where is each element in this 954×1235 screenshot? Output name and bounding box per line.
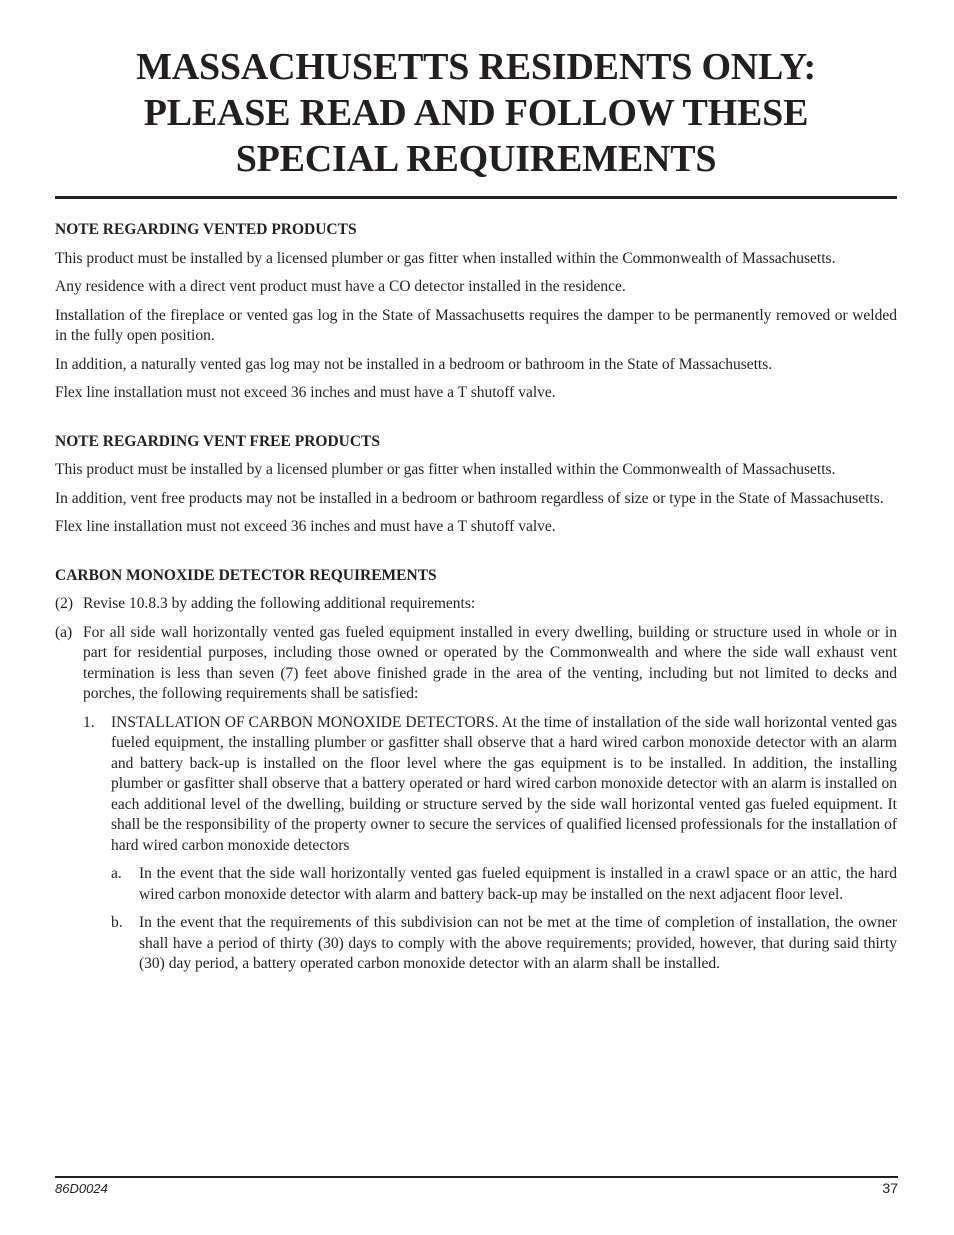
section-co-detector — [55, 566, 897, 975]
list-text: For all side wall horizontally vented gas fueled equipment installed in every dwelling, building or structure used in whole or in part for residential purposes, including those owned or operated by the Commonwealth and where the side wall exhaust vent termination is less than seven (7) feet above finished grade in the area of the venting, including but not limited to decks and porches, the following requirements shall be satisfied: — [83, 623, 897, 702]
list-label: b. — [111, 914, 123, 931]
paragraph: Flex line installation must not exceed 36 inches and must have a T shutoff valve. — [55, 518, 556, 535]
title-line-2: PLEASE READ AND FOLLOW THESE — [143, 92, 809, 134]
list-label: (a) — [55, 623, 73, 641]
list-text: Revise 10.8.3 by adding the following additional requirements: — [83, 595, 476, 612]
page-title — [55, 44, 897, 182]
list-text: In the event that the requirements of this subdivision can not be met at the time of completion of installation, the owner shall have a period of thirty (30) days to comply with the above requirements; provided, however, that during said thirty (30) day period, a battery operated carbon monoxide detector with an alarm shall be installed. — [139, 914, 897, 972]
paragraph: In addition, a naturally vented gas log may not be installed in a bedroom or bathroom in the State of Massachusetts. — [55, 355, 773, 373]
section-heading: NOTE REGARDING VENT FREE PRODUCTS — [55, 432, 380, 450]
list-subitem-b — [111, 913, 897, 975]
paragraph: Flex line installation must not exceed 36 inches and must have a T shutoff valve. — [55, 384, 556, 401]
section-heading: NOTE REGARDING VENTED PRODUCTS — [55, 221, 357, 238]
section-vented-products — [55, 220, 897, 404]
title-line-1: MASSACHUSETTS RESIDENTS ONLY: — [136, 46, 816, 88]
paragraph: This product must be installed by a licensed plumber or gas fitter when installed within the Commonwealth of Massachusetts. — [55, 461, 836, 478]
document-body — [55, 220, 897, 1003]
footer-divider — [55, 1176, 898, 1178]
list-item-1 — [83, 713, 897, 857]
list-label: 1. — [83, 713, 95, 731]
section-heading: CARBON MONOXIDE DETECTOR REQUIREMENTS — [55, 566, 437, 584]
page-number: 37 — [882, 1180, 898, 1196]
document-number: 86D0024 — [55, 1181, 108, 1196]
list-item-2 — [55, 594, 897, 615]
paragraph: In addition, vent free products may not be installed in a bedroom or bathroom regardless of size or type in the State of Massachusetts. — [55, 489, 884, 507]
list-label: (2) — [55, 595, 74, 612]
title-divider — [55, 196, 897, 199]
list-text: In the event that the side wall horizontally vented gas fueled equipment is installed in a crawl space or an attic, the hard wired carbon monoxide detector with alarm and battery back-up may be installed on the next adjacent floor level. — [139, 865, 897, 903]
list-label: a. — [111, 865, 122, 882]
section-vent-free-products — [55, 432, 897, 538]
list-text: INSTALLATION OF CARBON MONOXIDE DETECTORS. At the time of installation of the side wall horizontal vented gas fueled equipment, the installing plumber or gasfitter shall observe that a hard wired carbon monoxide detector with an alarm and battery back-up is installed on the floor level where the gas equipment is to be installed. In addition, the installing plumber or gasfitter shall observe that a battery operated or hard wired carbon monoxide detector with an alarm is installed on each additional level of the dwelling, building or structure served by the side wall horizontal vented gas fueled equipment. It shall be the responsibility of the property owner to secure the services of qualified licensed professionals for the installation of hard wired carbon monoxide detectors — [111, 713, 897, 854]
paragraph: Installation of the fireplace or vented gas log in the State of Massachusetts requires the damper to be permanently removed or welded in the fully open position. — [55, 306, 897, 344]
list-subitem-a — [111, 864, 897, 905]
paragraph: This product must be installed by a licensed plumber or gas fitter when installed within the Commonwealth of Massachusetts. — [55, 249, 836, 267]
list-item-a — [55, 623, 897, 705]
title-line-3: SPECIAL REQUIREMENTS — [235, 138, 717, 180]
paragraph: Any residence with a direct vent product must have a CO detector installed in the residence. — [55, 278, 626, 295]
